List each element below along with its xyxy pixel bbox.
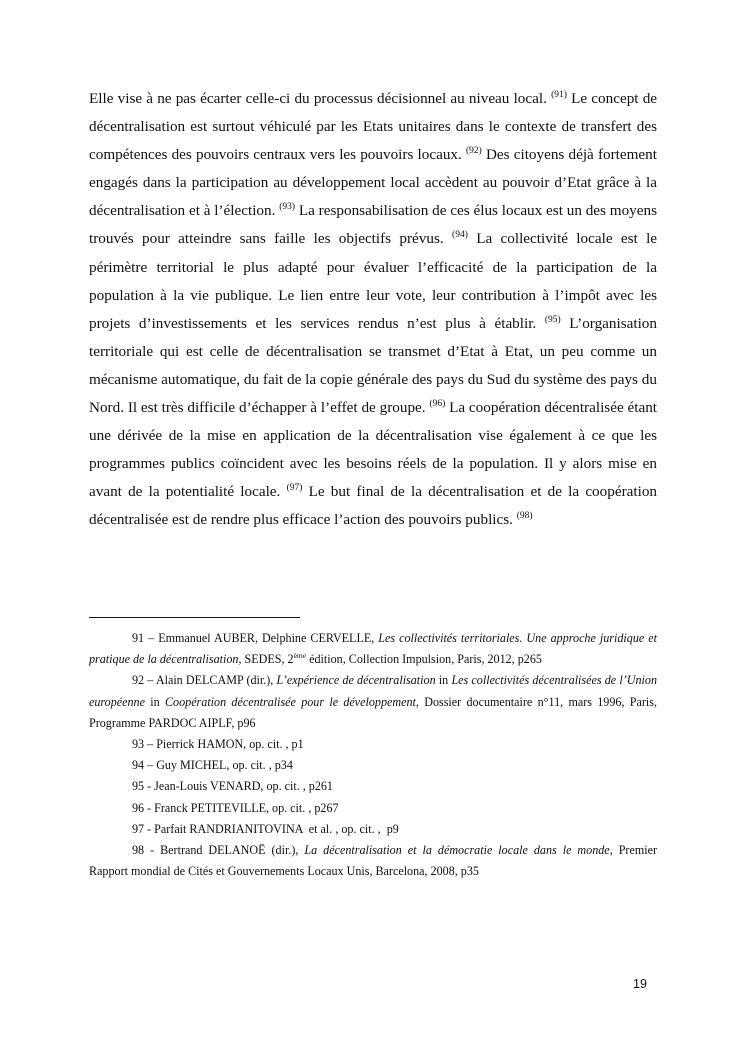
footnote-91: 91 – Emmanuel AUBER, Delphine CERVELLE, Les collectivités territoriales. Une approche juridique et pratique de la décentralisation, SEDES, 2ème édition, Collection Impulsion, Paris, 2012, p265 <box>89 631 657 667</box>
footnote-ref-91: (91) <box>551 90 567 100</box>
sentence-1: Elle vise à ne pas écarter celle-ci du processus décisionnel au niveau local. <box>89 90 547 107</box>
body-paragraph <box>89 85 657 535</box>
footnote-95: 95 - Jean-Louis VENARD, op. cit. , p261 <box>132 779 333 794</box>
sentence-2: Le concept de décentralisation est surtout véhiculé par les Etats unitaires dans le contexte de transfert des compétences des pouvoirs centraux vers les pouvoirs locaux. <box>89 90 658 164</box>
sentence-5: La collectivité locale est le périmètre territorial le plus adapté pour évaluer l’efficacité de la participation de la population à la vie publique. Le lien entre leur vote, leur contribution à l’impôt avec les projets d’investissements et les services rendus n’est plus à établir. <box>89 230 658 332</box>
footnote-93: 93 – Pierrick HAMON, op. cit. , p1 <box>132 737 304 752</box>
sentence-8: Le but final de la décentralisation et de la coopération décentralisée est de rendre plus efficace l’action des pouvoirs publics. <box>89 483 658 529</box>
footnote-ref-92: (92) <box>465 146 482 157</box>
footnote-separator <box>89 617 300 618</box>
footnote-92-title-1: L’expérience de décentralisation <box>276 673 436 688</box>
footnote-92: 92 – Alain DELCAMP (dir.), L’expérience de décentralisation in Les collectivités décentralisées de l’Union européenne in Coopération décentralisée pour le développement, Dossier documentaire n°11, mars 1996, Paris, Programme PARDOC AIPLF, p96 <box>89 673 657 730</box>
footnotes <box>89 628 657 882</box>
footnote-94: 94 – Guy MICHEL, op. cit. , p34 <box>132 758 293 773</box>
footnote-96: 96 - Franck PETITEVILLE, op. cit. , p267 <box>132 800 339 815</box>
footnote-97: 97 - Parfait RANDRIANITOVINA et al. , op. cit. , p9 <box>132 821 399 836</box>
footnote-ref-96: (96) <box>429 399 446 410</box>
footnote-98-title: La décentralisation et la démocratie locale dans le monde <box>304 843 610 858</box>
footnote-ref-98: (98) <box>516 511 533 522</box>
footnote-98: 98 - Bertrand DELANOË (dir.), La décentralisation et la démocratie locale dans le monde, Premier Rapport mondial de Cités et Gouvernements Locaux Unis, Barcelona, 2008, p35 <box>89 843 657 879</box>
sentence-6: L’organisation territoriale qui est celle de décentralisation se transmet d’Etat à Etat, un peu comme un mécanisme automatique, du fait de la copie générale des pays du Sud du système des pays du Nord. Il est très difficile d’échapper à l’effet de groupe. <box>89 314 657 417</box>
footnote-ref-93: (93) <box>279 202 296 213</box>
sentence-3: Des citoyens déjà fortement engagés dans la participation au développement local accèdent au pouvoir d’Etat grâce à la décentralisation et à l’élection. <box>89 146 657 220</box>
footnote-ref-94: (94) <box>452 230 468 241</box>
page-number: 19 <box>633 977 647 991</box>
sentence-4: La responsabilisation de ces élus locaux est un des moyens trouvés pour atteindre sans faille les objectifs prévus. <box>89 202 658 248</box>
footnote-ref-97: (97) <box>286 483 303 494</box>
sentence-7: La coopération décentralisée étant une dérivée de la mise en application de la décentralisation vise également à ce que les programmes publics coïncident avec les besoins réels de la population. Il y alors mise en avant de la potentialité locale. <box>89 399 658 501</box>
footnote-92-title-3: Coopération décentralisée pour le développement <box>164 694 416 709</box>
footnote-ref-95: (95) <box>544 314 561 325</box>
footnote-91-title: Les collectivités territoriales. Une approche juridique et pratique de la décentralisation <box>89 631 657 667</box>
footnote-92-title-2: Les collectivités décentralisées de l’Union européenne <box>89 673 657 709</box>
